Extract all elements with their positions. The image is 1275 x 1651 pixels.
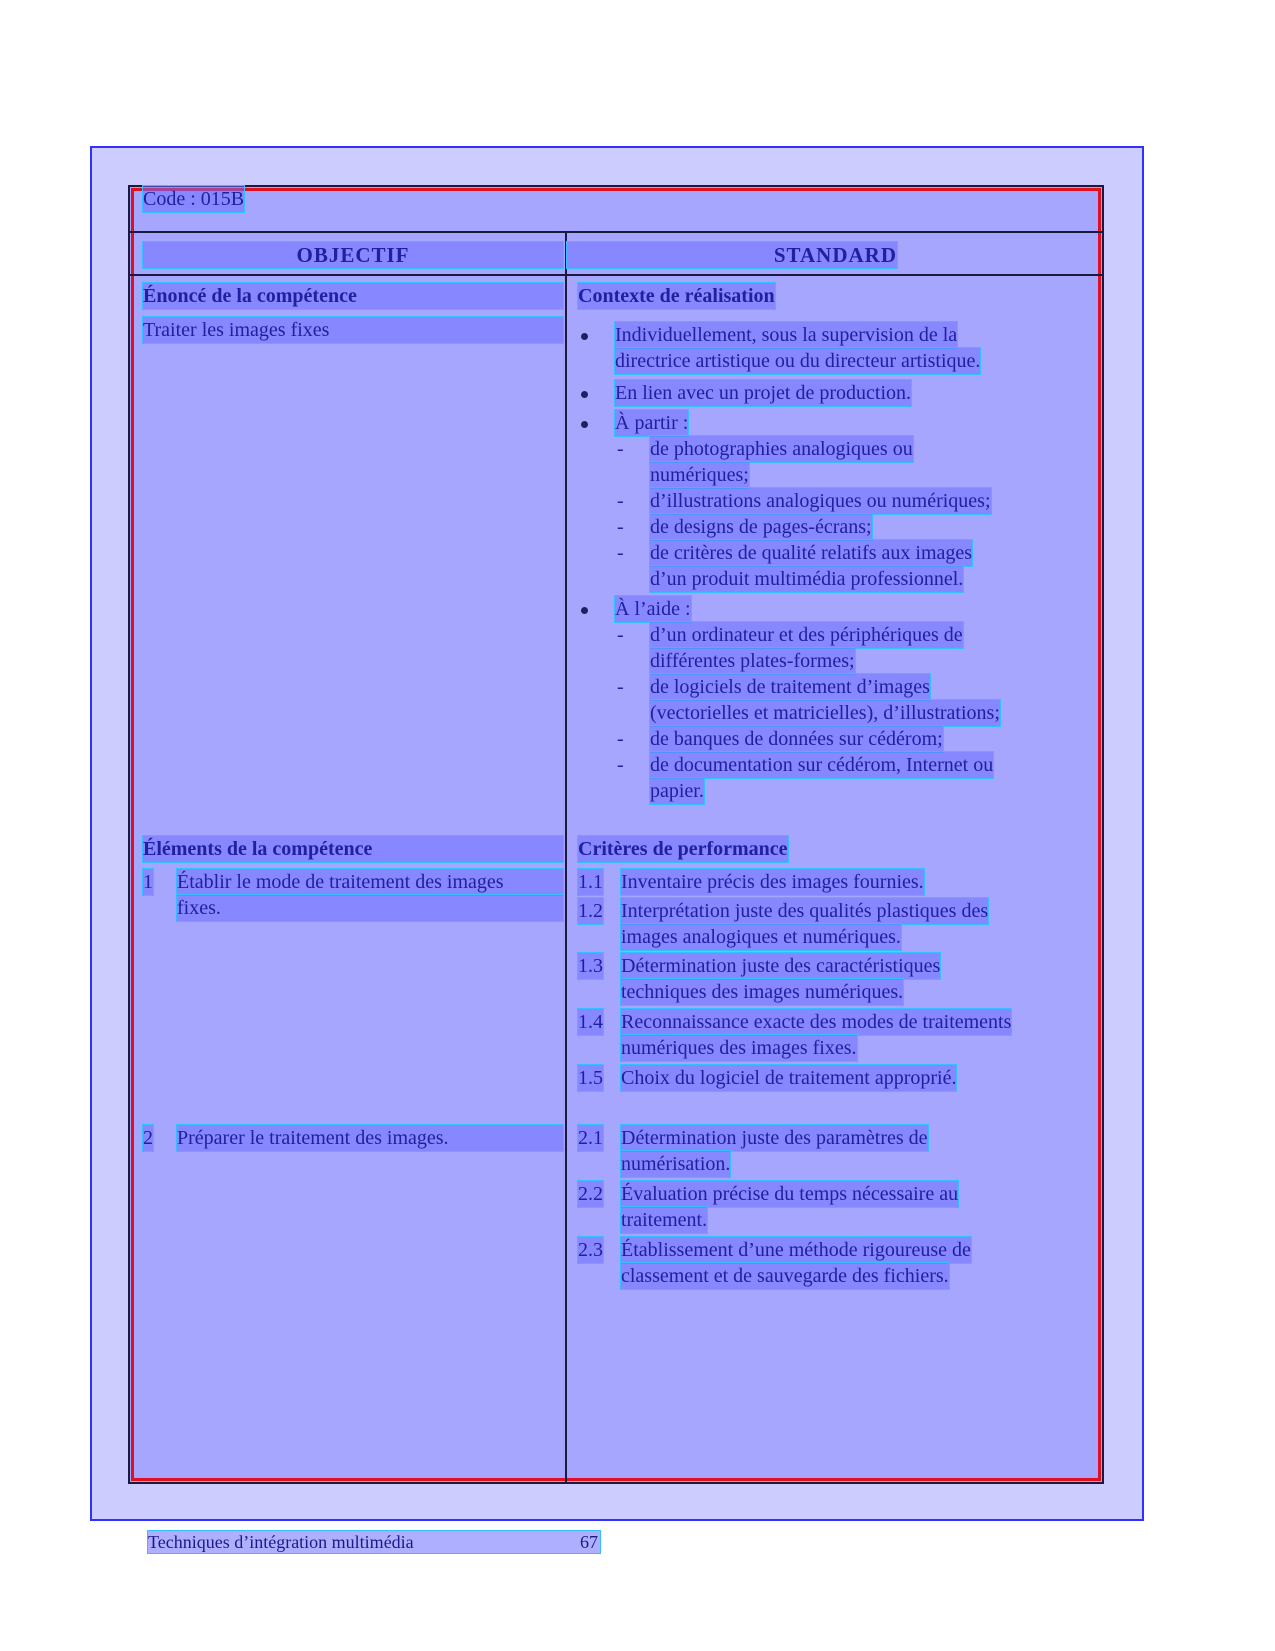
bullet-icon bbox=[581, 421, 588, 428]
context-item-3-sub-1-line2: numériques; bbox=[650, 464, 749, 486]
dash-icon: - bbox=[617, 728, 624, 750]
criterion-number: 2.2 bbox=[578, 1183, 603, 1205]
context-item-1-line1: Individuellement, sous la supervision de la bbox=[615, 324, 958, 346]
element-1-number: 1 bbox=[143, 871, 153, 893]
criteres-title: Critères de performance bbox=[578, 838, 788, 860]
criterion-2-1-line2: numérisation. bbox=[621, 1153, 731, 1175]
context-item-3-sub-2: d’illustrations analogiques ou numériques; bbox=[650, 490, 991, 512]
criterion-1-2-line2: images analogiques et numériques. bbox=[621, 926, 901, 948]
bullet-icon bbox=[581, 333, 588, 340]
footer-title: Techniques d’intégration multimédia bbox=[148, 1532, 414, 1552]
element-2-text: Préparer le traitement des images. bbox=[177, 1125, 563, 1151]
enonce-title: Énoncé de la compétence bbox=[143, 283, 563, 309]
context-item-4-sub-1-line2: différentes plates-formes; bbox=[650, 650, 855, 672]
criterion-2-3-line2: classement et de sauvegarde des fichiers. bbox=[621, 1265, 949, 1287]
page-footer bbox=[148, 1531, 600, 1553]
criterion-1-4-line2: numériques des images fixes. bbox=[621, 1037, 857, 1059]
element-1-line1: Établir le mode de traitement des images bbox=[177, 869, 563, 895]
column-divider bbox=[565, 232, 567, 1482]
context-item-3-sub-4-line1: de critères de qualité relatifs aux images bbox=[650, 542, 973, 564]
context-item-3-sub-3: de designs de pages-écrans; bbox=[650, 516, 872, 538]
dash-icon: - bbox=[617, 754, 624, 776]
criterion-2-1-line1: Détermination juste des paramètres de bbox=[621, 1127, 928, 1149]
header-top-rule bbox=[130, 231, 1102, 233]
criterion-number: 1.1 bbox=[578, 871, 603, 893]
element-2-number: 2 bbox=[143, 1127, 153, 1149]
context-item-1-line2: directrice artistique ou du directeur artistique. bbox=[615, 350, 981, 372]
dash-icon: - bbox=[617, 516, 624, 538]
dash-icon: - bbox=[617, 676, 624, 698]
criterion-1-5: Choix du logiciel de traitement approprié. bbox=[621, 1067, 957, 1089]
context-item-4: À l’aide : bbox=[615, 598, 691, 620]
contexte-title: Contexte de réalisation bbox=[578, 285, 775, 307]
criterion-number: 1.4 bbox=[578, 1011, 603, 1033]
page-number: 67 bbox=[580, 1532, 598, 1552]
header-objectif: OBJECTIF bbox=[143, 242, 563, 268]
header-bottom-rule bbox=[130, 274, 1102, 276]
context-item-4-sub-4-line2: papier. bbox=[650, 780, 704, 802]
elements-title: Éléments de la compétence bbox=[143, 836, 563, 862]
bullet-icon bbox=[581, 391, 588, 398]
dash-icon: - bbox=[617, 490, 624, 512]
criterion-1-3-line2: techniques des images numériques. bbox=[621, 981, 904, 1003]
context-item-3-sub-1-line1: de photographies analogiques ou bbox=[650, 438, 913, 460]
dash-icon: - bbox=[617, 542, 624, 564]
criterion-1-3-line1: Détermination juste des caractéristiques bbox=[621, 955, 941, 977]
criterion-2-2-line2: traitement. bbox=[621, 1209, 708, 1231]
element-1-line2: fixes. bbox=[177, 895, 563, 921]
context-item-4-sub-1-line1: d’un ordinateur et des périphériques de bbox=[650, 624, 963, 646]
criterion-number: 2.1 bbox=[578, 1127, 603, 1149]
header-standard: STANDARD bbox=[567, 242, 897, 268]
enonce-text: Traiter les images fixes bbox=[143, 317, 563, 343]
context-item-2: En lien avec un projet de production. bbox=[615, 382, 912, 404]
context-item-4-sub-4-line1: de documentation sur cédérom, Internet ou bbox=[650, 754, 994, 776]
criterion-1-2-line1: Interprétation juste des qualités plastiques des bbox=[621, 900, 989, 922]
bullet-icon bbox=[581, 607, 588, 614]
criterion-1-1: Inventaire précis des images fournies. bbox=[621, 871, 924, 893]
context-item-4-sub-2-line1: de logiciels de traitement d’images bbox=[650, 676, 930, 698]
code-label: Code : 015B bbox=[143, 188, 245, 210]
criterion-number: 1.2 bbox=[578, 900, 603, 922]
criterion-number: 2.3 bbox=[578, 1239, 603, 1261]
criterion-1-4-line1: Reconnaissance exacte des modes de traitements bbox=[621, 1011, 1012, 1033]
dash-icon: - bbox=[617, 624, 624, 646]
context-item-3: À partir : bbox=[615, 412, 689, 434]
dash-icon: - bbox=[617, 438, 624, 460]
criterion-2-2-line1: Évaluation précise du temps nécessaire au bbox=[621, 1183, 959, 1205]
context-item-3-sub-4-line2: d’un produit multimédia professionnel. bbox=[650, 568, 964, 590]
criterion-number: 1.5 bbox=[578, 1067, 603, 1089]
context-item-4-sub-3: de banques de données sur cédérom; bbox=[650, 728, 943, 750]
criterion-2-3-line1: Établissement d’une méthode rigoureuse de bbox=[621, 1239, 971, 1261]
context-item-4-sub-2-line2: (vectorielles et matricielles), d’illustrations; bbox=[650, 702, 1000, 724]
criterion-number: 1.3 bbox=[578, 955, 603, 977]
